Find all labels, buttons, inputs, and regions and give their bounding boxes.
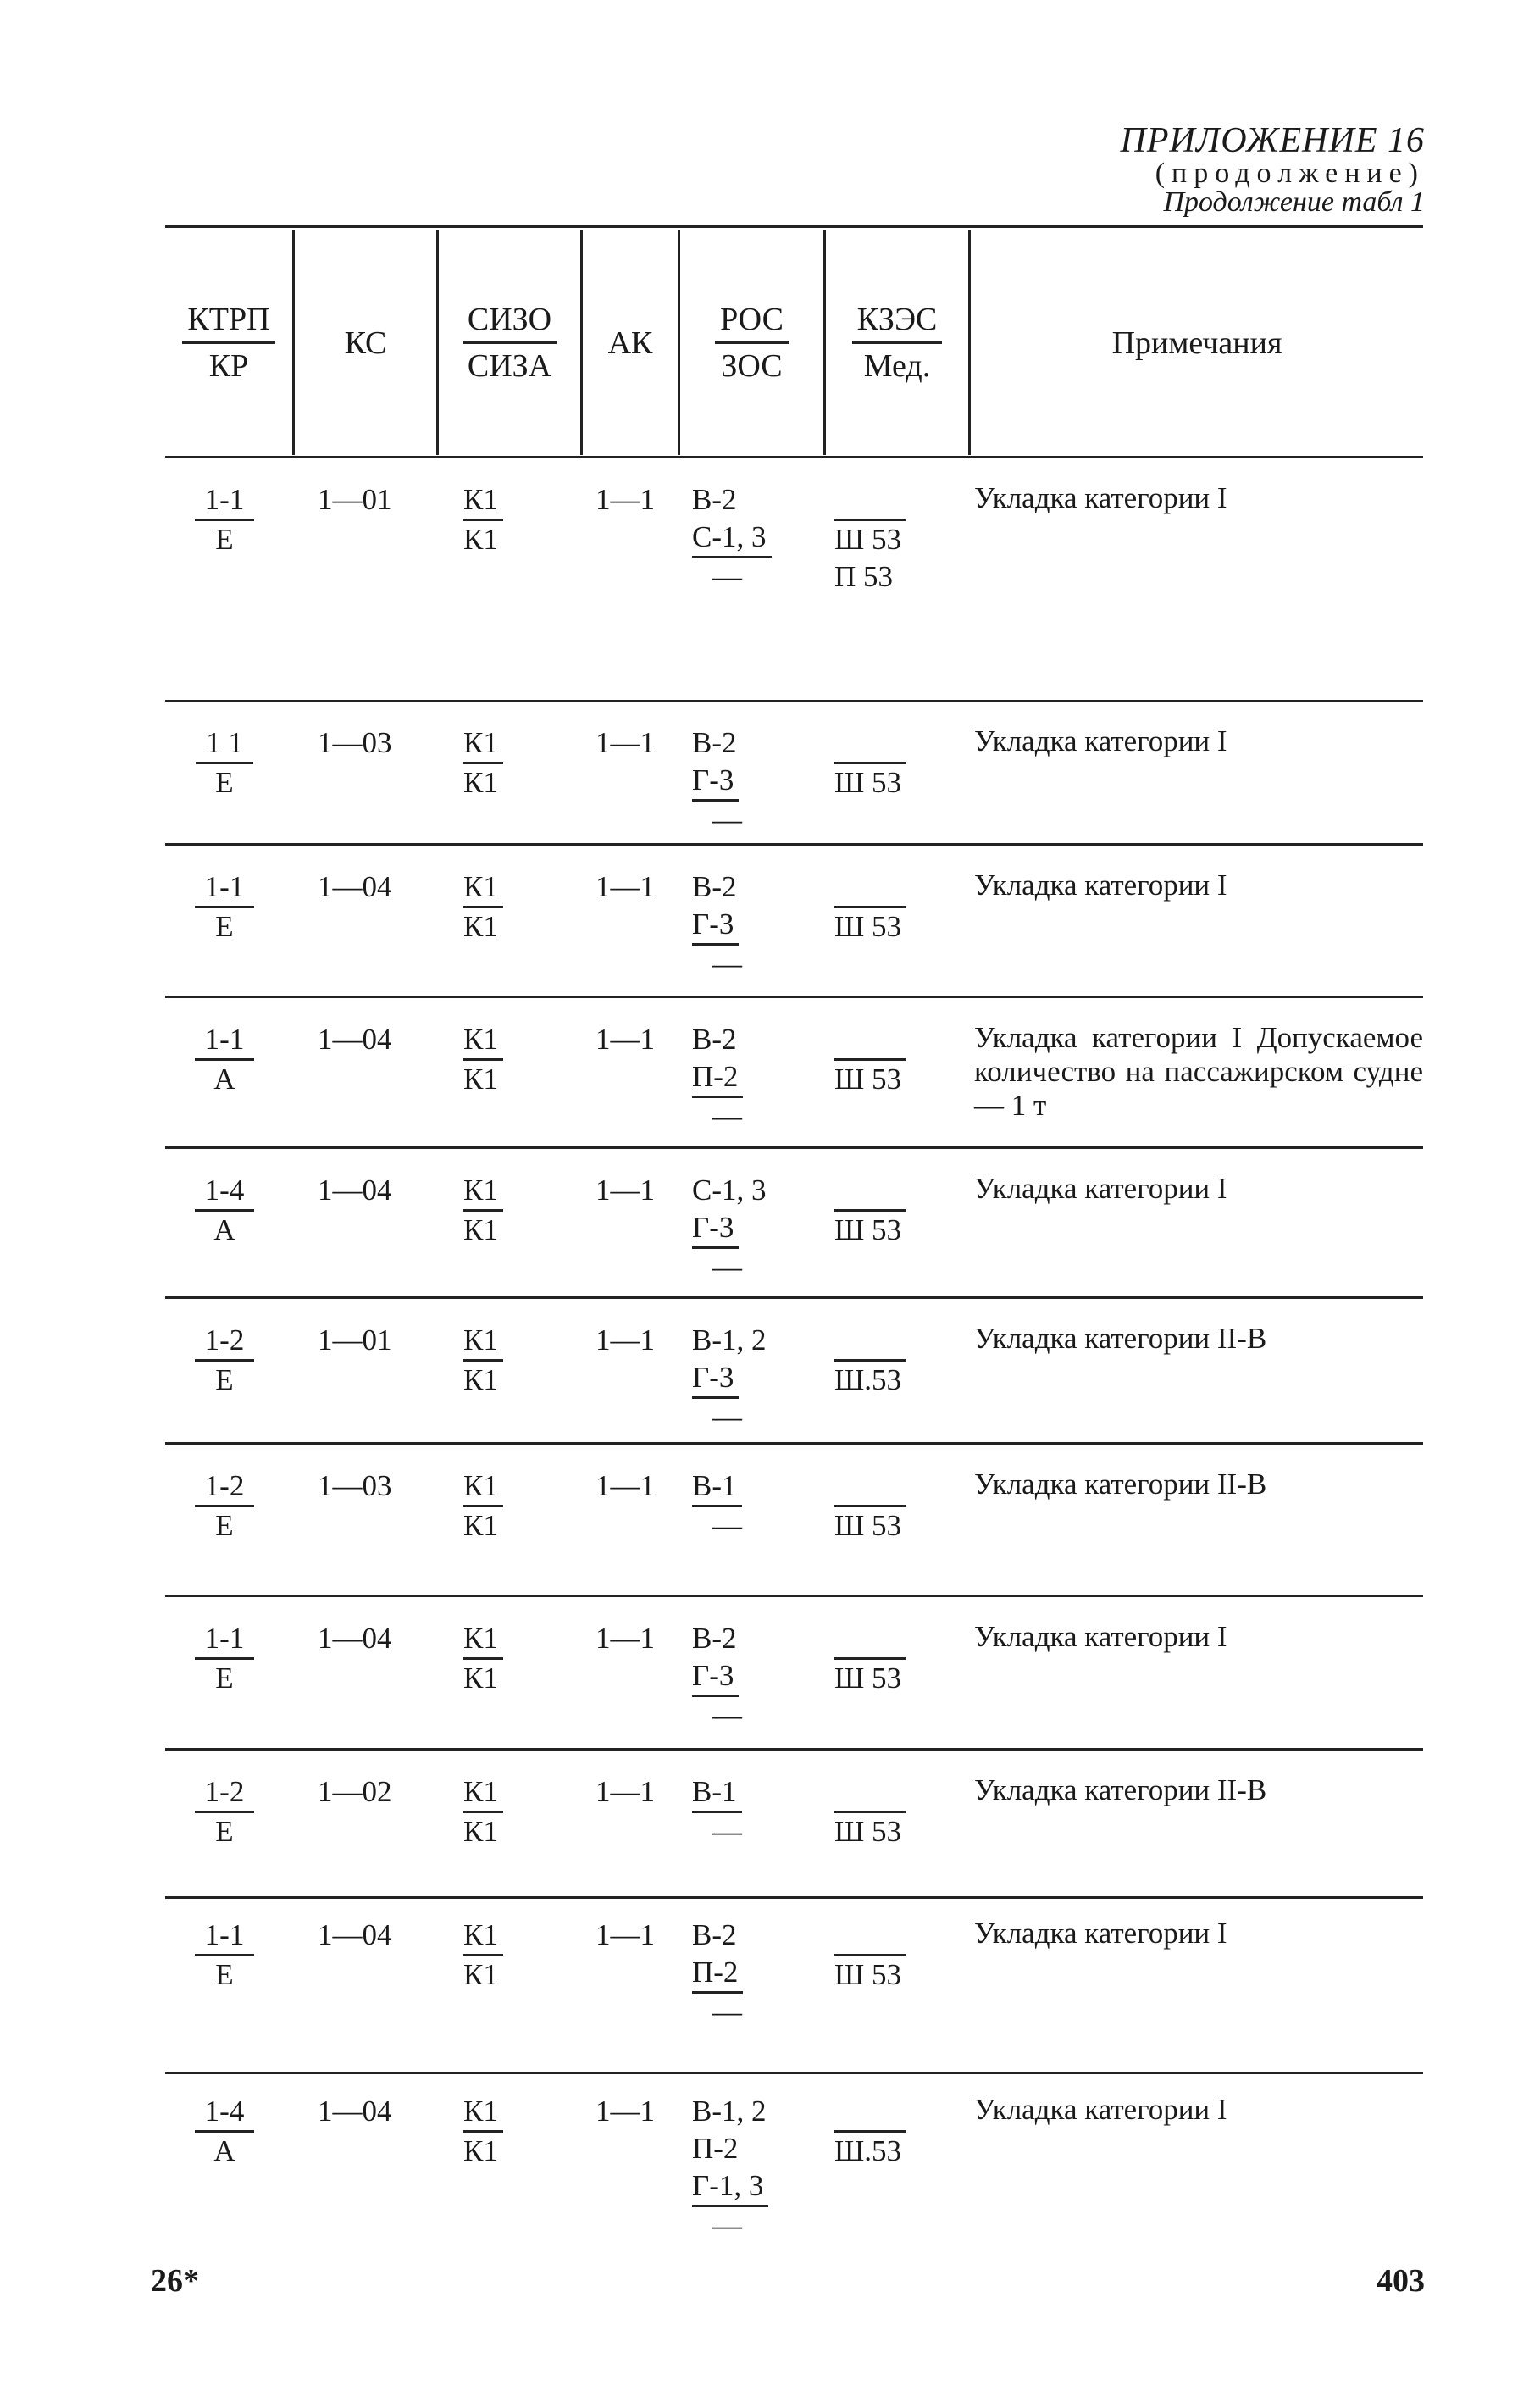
ks-value: 1—03 <box>318 1469 392 1502</box>
kr-value: Е <box>215 1815 234 1848</box>
ros-value: В-2 <box>692 1918 737 1951</box>
col-siza: СИЗА <box>467 348 552 384</box>
ks-value: 1—02 <box>318 1775 392 1808</box>
kr-value: Е <box>215 766 234 799</box>
siza-value: К1 <box>463 1363 498 1396</box>
cell-ktrp <box>165 1468 284 1545</box>
cell-ks <box>318 1322 428 1359</box>
ks-value: 1—04 <box>318 1023 392 1056</box>
ks-value: 1—04 <box>318 1622 392 1655</box>
cell-note: Укладка категории I <box>974 481 1227 514</box>
ros-value: — <box>712 947 742 980</box>
kr-value: А <box>213 1213 235 1246</box>
cell-note: Укладка категории I <box>974 1172 1227 1205</box>
cell-ak <box>596 1172 680 1209</box>
ks-value: 1—01 <box>318 1323 392 1357</box>
col-sizo: СИЗО <box>463 301 557 344</box>
siza-value: К1 <box>463 1509 498 1542</box>
kr-value: А <box>213 2134 235 2167</box>
ros-value: С-1, 3 <box>692 519 772 558</box>
cell-kzes <box>834 1917 961 1994</box>
sizo-value: К1 <box>463 724 503 764</box>
ks-value: 1—04 <box>318 1918 392 1951</box>
ros-value: Г-3 <box>692 1359 739 1399</box>
col-head-sizo <box>439 230 580 455</box>
cell-note: Укладка категории I Допускаемое количество на пассажирском судне — 1 т <box>974 1021 1423 1122</box>
ros-value: Г-3 <box>692 1657 739 1697</box>
cell-sizo <box>463 1620 557 1697</box>
cell-ktrp <box>165 724 284 802</box>
kzes-value: Ш 53 <box>834 519 906 558</box>
ktrp-fraction <box>195 1172 255 1249</box>
ros-value: Г-3 <box>692 1209 739 1249</box>
cell-ros <box>692 1773 836 1850</box>
signature-mark: 26* <box>151 2263 199 2299</box>
kr-value: Е <box>215 1958 234 1991</box>
cell-kzes <box>834 1773 961 1850</box>
sizo-value: К1 <box>463 1620 503 1660</box>
sizo-value: К1 <box>463 1917 503 1956</box>
cell-sizo <box>463 1322 557 1399</box>
sizo-value: К1 <box>463 1468 503 1507</box>
col-head-ktrp <box>165 230 292 455</box>
ak-value: 1—1 <box>596 1918 655 1951</box>
ros-value: В-1 <box>692 1773 742 1813</box>
col-head-ks <box>295 230 436 455</box>
cell-kzes <box>834 1021 961 1098</box>
cell-ak <box>596 724 680 762</box>
ros-value: Г-3 <box>692 762 739 802</box>
ros-value: — <box>712 1815 742 1848</box>
cell-ktrp <box>165 1322 284 1399</box>
cell-ks <box>318 1620 428 1657</box>
ktrp-value: 1-1 <box>195 868 255 908</box>
ktrp-fraction <box>195 1917 255 1994</box>
continuation-label: (продолжение) <box>1155 158 1425 189</box>
kr-value: А <box>213 1063 235 1096</box>
cell-ks <box>318 1021 428 1058</box>
sizo-value: К1 <box>463 1773 503 1813</box>
ktrp-value: 1-2 <box>195 1468 255 1507</box>
cell-ktrp <box>165 2093 284 2170</box>
cell-ros <box>692 2093 836 2244</box>
ros-value: В-1, 2 <box>692 1323 767 1357</box>
row-separator <box>165 1146 1423 1149</box>
table-top-rule <box>165 225 1423 228</box>
kzes-value: Ш 53 <box>834 1811 906 1850</box>
cell-note: Укладка категории II-В <box>974 1468 1267 1501</box>
ros-value: С-1, 3 <box>692 1173 767 1207</box>
ktrp-fraction <box>195 1322 255 1399</box>
kzes-value: Ш 53 <box>834 1209 906 1249</box>
ros-value: — <box>712 1995 742 2028</box>
ros-value: В-1 <box>692 1468 742 1507</box>
siza-value: К1 <box>463 1815 498 1848</box>
cell-ktrp <box>165 1172 284 1249</box>
cell-sizo <box>463 2093 557 2170</box>
cell-sizo <box>463 481 557 558</box>
ktrp-value: 1-1 <box>195 1021 255 1061</box>
row-separator <box>165 843 1423 846</box>
cell-ros <box>692 1620 836 1734</box>
ros-value: — <box>712 1251 742 1284</box>
ks-value: 1—04 <box>318 870 392 903</box>
cell-sizo <box>463 1468 557 1545</box>
cell-ak <box>596 1773 680 1811</box>
cell-kzes <box>834 481 961 596</box>
ros-value: В-1, 2 <box>692 2095 767 2128</box>
ros-value: П-2 <box>692 1058 743 1098</box>
row-separator <box>165 700 1423 702</box>
cell-ros <box>692 1917 836 2031</box>
header-bottom-rule <box>165 456 1423 458</box>
ks-value: 1—01 <box>318 483 392 516</box>
sizo-value: К1 <box>463 1322 503 1362</box>
cell-sizo <box>463 1172 557 1249</box>
kzes-value: Ш.53 <box>834 1359 906 1399</box>
cell-ros <box>692 1468 836 1545</box>
ros-value: В-2 <box>692 726 737 759</box>
ros-value: Г-1, 3 <box>692 2167 768 2207</box>
kzes-value: Ш 53 <box>834 1505 906 1545</box>
ktrp-fraction <box>195 1620 255 1697</box>
sizo-value: К1 <box>463 481 503 521</box>
siza-value: К1 <box>463 1958 498 1991</box>
kzes-value: Ш.53 <box>834 2130 906 2170</box>
ros-value: — <box>712 2209 742 2242</box>
cell-ros <box>692 1172 836 1286</box>
cell-ks <box>318 1172 428 1209</box>
cell-kzes <box>834 1322 961 1399</box>
ktrp-fraction <box>195 1021 255 1098</box>
cell-kzes <box>834 1468 961 1545</box>
appendix-title: ПРИЛОЖЕНИЕ 16 <box>1120 121 1425 160</box>
ros-value: В-2 <box>692 483 737 516</box>
ks-value: 1—04 <box>318 2095 392 2128</box>
cell-ros <box>692 1322 836 1436</box>
ktrp-fraction <box>195 481 255 558</box>
ros-value: — <box>712 1509 742 1542</box>
ak-value: 1—1 <box>596 870 655 903</box>
kr-value: Е <box>215 910 234 943</box>
row-separator <box>165 996 1423 998</box>
row-separator <box>165 2072 1423 2074</box>
col-med: Мед. <box>863 348 931 384</box>
kr-value: Е <box>215 1363 234 1396</box>
ktrp-value: 1-1 <box>195 481 255 521</box>
ktrp-value: 1-2 <box>195 1773 255 1813</box>
ak-value: 1—1 <box>596 1469 655 1502</box>
cell-ktrp <box>165 481 284 558</box>
cell-ks <box>318 724 428 762</box>
ktrp-value: 1-2 <box>195 1322 255 1362</box>
ros-value: В-2 <box>692 870 737 903</box>
ktrp-fraction <box>195 2093 255 2170</box>
siza-value: К1 <box>463 2134 498 2167</box>
cell-ktrp <box>165 868 284 946</box>
siza-value: К1 <box>463 1662 498 1695</box>
row-separator <box>165 1748 1423 1751</box>
sizo-value: К1 <box>463 1021 503 1061</box>
col-kr: КР <box>208 348 249 384</box>
kzes-value: Ш 53 <box>834 906 906 946</box>
ros-value: — <box>712 560 742 593</box>
cell-sizo <box>463 1773 557 1850</box>
ros-value: — <box>712 1401 742 1434</box>
row-separator <box>165 1896 1423 1899</box>
cell-ros <box>692 481 836 596</box>
cell-ros <box>692 1021 836 1135</box>
col-head-ros <box>680 230 823 455</box>
cell-ak <box>596 868 680 906</box>
cell-ktrp <box>165 1021 284 1098</box>
row-separator <box>165 1442 1423 1445</box>
col-zos: ЗОС <box>721 348 783 384</box>
kr-value: Е <box>215 523 234 556</box>
kzes-value: П 53 <box>834 560 894 593</box>
cell-sizo <box>463 724 557 802</box>
cell-sizo <box>463 868 557 946</box>
cell-ks <box>318 1773 428 1811</box>
cell-note: Укладка категории II-В <box>974 1773 1267 1806</box>
kzes-value: Ш 53 <box>834 1954 906 1994</box>
ktrp-fraction <box>195 1468 255 1545</box>
cell-ros <box>692 724 836 839</box>
col-kzes: КЗЭС <box>852 301 943 344</box>
col-ak: АК <box>607 325 653 361</box>
ak-value: 1—1 <box>596 2095 655 2128</box>
ak-value: 1—1 <box>596 1173 655 1207</box>
cell-kzes <box>834 724 961 802</box>
kzes-value: Ш 53 <box>834 1657 906 1697</box>
cell-kzes <box>834 1172 961 1249</box>
cell-note: Укладка категории I <box>974 2093 1227 2126</box>
ktrp-value: 1-1 <box>195 1917 255 1956</box>
cell-ks <box>318 2093 428 2130</box>
kzes-value: Ш 53 <box>834 762 906 802</box>
cell-ks <box>318 481 428 519</box>
cell-ak <box>596 1917 680 1954</box>
cell-ktrp <box>165 1917 284 1994</box>
ktrp-fraction <box>195 1773 255 1850</box>
cell-ktrp <box>165 1620 284 1697</box>
col-ktrp: КТРП <box>182 301 274 344</box>
ros-value: П-2 <box>692 2132 739 2165</box>
cell-note: Укладка категории II-В <box>974 1322 1267 1355</box>
ak-value: 1—1 <box>596 1622 655 1655</box>
ak-value: 1—1 <box>596 1323 655 1357</box>
siza-value: К1 <box>463 1063 498 1096</box>
siza-value: К1 <box>463 1213 498 1246</box>
table-continuation-label: Продолжение табл 1 <box>1163 186 1425 218</box>
cell-ak <box>596 481 680 519</box>
col-head-ak <box>583 230 678 455</box>
row-separator <box>165 1595 1423 1597</box>
ak-value: 1—1 <box>596 1023 655 1056</box>
kr-value: Е <box>215 1509 234 1542</box>
row-separator <box>165 1296 1423 1299</box>
cell-kzes <box>834 868 961 946</box>
col-ros: РОС <box>715 301 789 344</box>
cell-ktrp <box>165 1773 284 1850</box>
ak-value: 1—1 <box>596 1775 655 1808</box>
cell-ak <box>596 1620 680 1657</box>
ros-value: П-2 <box>692 1954 743 1994</box>
ktrp-value: 1-4 <box>195 1172 255 1212</box>
ros-value: В-2 <box>692 1023 737 1056</box>
ros-value: — <box>712 1699 742 1732</box>
cell-note: Укладка категории I <box>974 868 1227 902</box>
col-head-notes <box>971 230 1423 455</box>
ktrp-fraction <box>196 724 253 802</box>
ktrp-fraction <box>195 868 255 946</box>
kr-value: Е <box>215 1662 234 1695</box>
page-number: 403 <box>1377 2263 1425 2299</box>
col-head-kzes <box>826 230 968 455</box>
ros-value: В-2 <box>692 1622 737 1655</box>
cell-ak <box>596 2093 680 2130</box>
ks-value: 1—04 <box>318 1173 392 1207</box>
cell-sizo <box>463 1021 557 1098</box>
col-ks: КС <box>344 325 387 361</box>
ak-value: 1—1 <box>596 726 655 759</box>
sizo-value: К1 <box>463 868 503 908</box>
cell-ks <box>318 1468 428 1505</box>
siza-value: К1 <box>463 766 498 799</box>
col-notes: Примечания <box>1111 325 1282 361</box>
cell-note: Укладка категории I <box>974 1917 1227 1950</box>
cell-note: Укладка категории I <box>974 1620 1227 1653</box>
ros-value: — <box>712 1100 742 1133</box>
sizo-value: К1 <box>463 1172 503 1212</box>
cell-ak <box>596 1021 680 1058</box>
cell-ros <box>692 868 836 983</box>
cell-ks <box>318 868 428 906</box>
ros-value: — <box>712 803 742 836</box>
siza-value: К1 <box>463 523 498 556</box>
cell-ak <box>596 1322 680 1359</box>
ros-value: Г-3 <box>692 906 739 946</box>
ak-value: 1—1 <box>596 483 655 516</box>
cell-sizo <box>463 1917 557 1994</box>
ktrp-value: 1-4 <box>195 2093 255 2133</box>
cell-kzes <box>834 2093 961 2170</box>
cell-ks <box>318 1917 428 1954</box>
siza-value: К1 <box>463 910 498 943</box>
cell-kzes <box>834 1620 961 1697</box>
kzes-value: Ш 53 <box>834 1058 906 1098</box>
cell-note: Укладка категории I <box>974 724 1227 757</box>
sizo-value: К1 <box>463 2093 503 2133</box>
ktrp-value: 1-1 <box>195 1620 255 1660</box>
cell-ak <box>596 1468 680 1505</box>
ks-value: 1—03 <box>318 726 392 759</box>
ktrp-value: 1 1 <box>196 724 253 764</box>
